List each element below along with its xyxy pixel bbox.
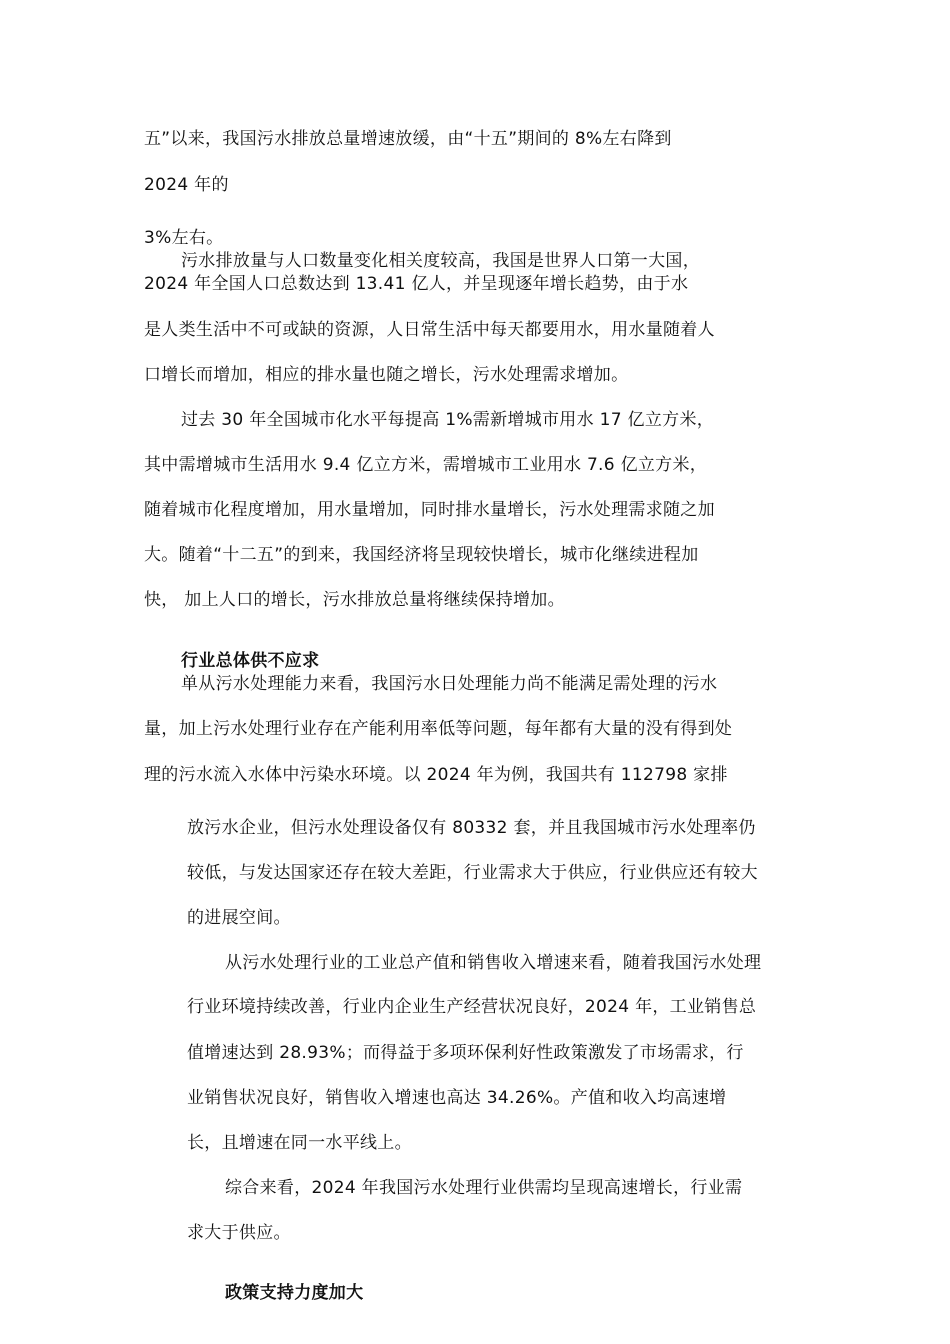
section-heading: 政策支持力度加大 xyxy=(225,1283,364,1303)
paragraph-line: 污水排放量与人口数量变化相关度较高，我国是世界人口第一大国， xyxy=(181,251,700,271)
paragraph-line: 3%左右。 xyxy=(144,228,224,248)
paragraph-line: 是人类生活中不可或缺的资源，人日常生活中每天都要用水，用水量随着人 xyxy=(144,320,715,340)
paragraph-line: 五”以来，我国污水排放总量增速放缓，由“十五”期间的 8%左右降到 xyxy=(144,129,672,149)
paragraph-line: 求大于供应。 xyxy=(187,1223,291,1243)
paragraph-line: 业销售状况良好，销售收入增速也高达 34.26%。产值和收入均高速增 xyxy=(187,1088,727,1108)
paragraph-line: 较低，与发达国家还存在较大差距，行业需求大于供应，行业供应还有较大 xyxy=(187,863,758,883)
paragraph-line: 快， 加上人口的增长，污水排放总量将继续保持增加。 xyxy=(144,590,565,610)
paragraph-line: 量，加上污水处理行业存在产能利用率低等问题，每年都有大量的没有得到处 xyxy=(144,719,733,739)
paragraph-line: 行业环境持续改善，行业内企业生产经营状况良好，2024 年，工业销售总 xyxy=(187,997,757,1017)
paragraph-line: 大。随着“十二五”的到来，我国经济将呈现较快增长，城市化继续进程加 xyxy=(144,545,699,565)
paragraph-line: 理的污水流入水体中污染水环境。以 2024 年为例，我国共有 112798 家排 xyxy=(144,765,728,785)
paragraph-line: 综合来看，2024 年我国污水处理行业供需均呈现高速增长，行业需 xyxy=(225,1178,743,1198)
paragraph-line: 口增长而增加，相应的排水量也随之增长，污水处理需求增加。 xyxy=(144,365,629,385)
paragraph-line: 随着城市化程度增加，用水量增加，同时排水量增长，污水处理需求随之加 xyxy=(144,500,715,520)
paragraph-line: 过去 30 年全国城市化水平每提高 1%需新增城市用水 17 亿立方米， xyxy=(181,410,715,430)
paragraph-line: 2024 年的 xyxy=(144,175,229,195)
paragraph-line: 长，且增速在同一水平线上。 xyxy=(187,1133,412,1153)
paragraph-line: 的进展空间。 xyxy=(187,908,291,928)
paragraph-line: 从污水处理行业的工业总产值和销售收入增速来看，随着我国污水处理 xyxy=(225,953,762,973)
paragraph-line: 值增速达到 28.93%；而得益于多项环保利好性政策激发了市场需求，行 xyxy=(187,1043,744,1063)
paragraph-line: 单从污水处理能力来看，我国污水日处理能力尚不能满足需处理的污水 xyxy=(181,674,718,694)
paragraph-line: 2024 年全国人口总数达到 13.41 亿人，并呈现逐年增长趋势，由于水 xyxy=(144,274,689,294)
section-heading: 行业总体供不应求 xyxy=(181,651,320,671)
paragraph-line: 其中需增城市生活用水 9.4 亿立方米，需增城市工业用水 7.6 亿立方米， xyxy=(144,455,708,475)
paragraph-line: 放污水企业，但污水处理设备仅有 80332 套，并且我国城市污水处理率仍 xyxy=(187,818,756,838)
